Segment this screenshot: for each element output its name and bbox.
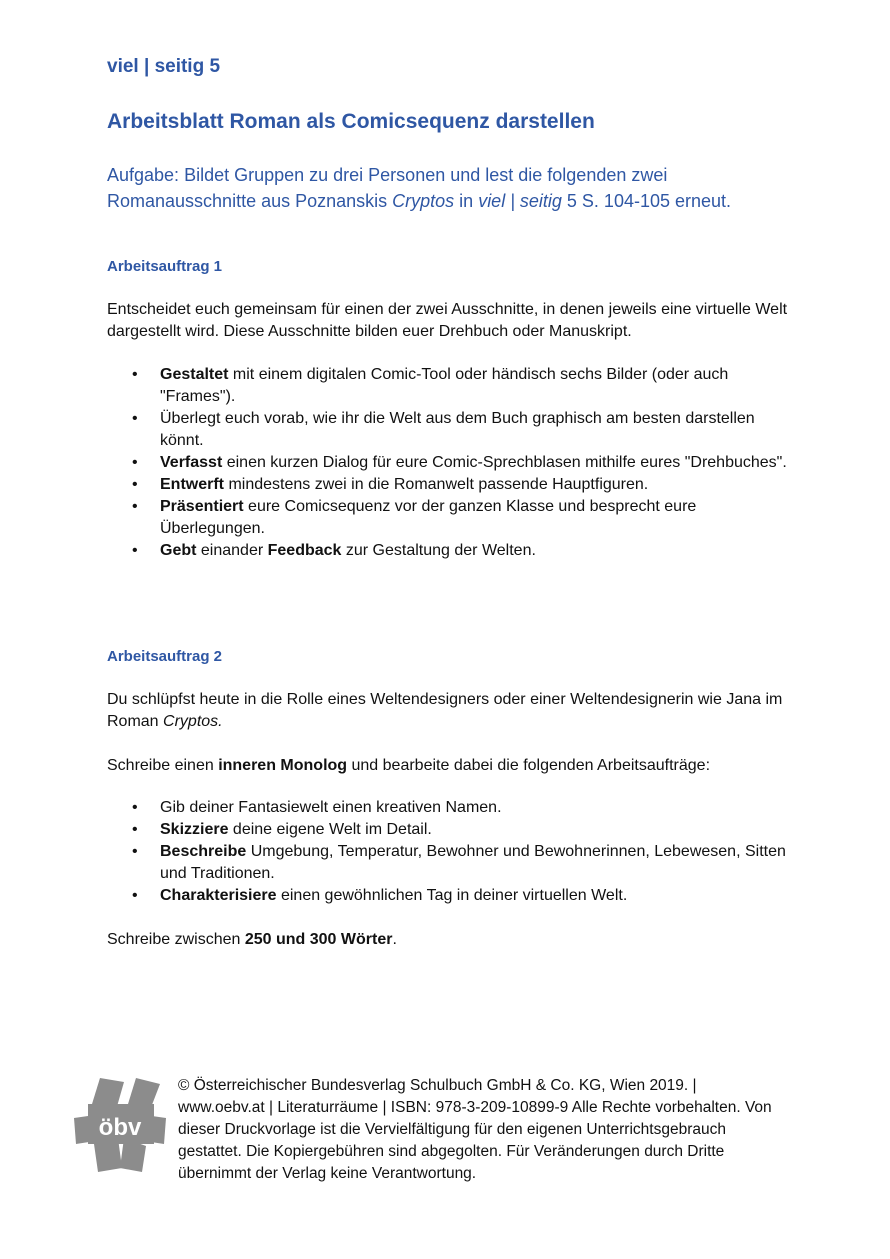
- series-label: viel | seitig 5: [107, 56, 221, 77]
- arbeitsauftrag-1-list: [107, 364, 797, 562]
- list-item: • Skizziere deine eigene Welt im Detail.: [160, 819, 797, 841]
- list-item: • Gib deiner Fantasiewelt einen kreativen Namen.: [160, 797, 797, 819]
- list-item: • Gestaltet mit einem digitalen Comic-Tool oder händisch sechs Bilder (oder auch "Frames").: [160, 364, 797, 408]
- monolog-instruction: Schreibe einen inneren Monolog und bearbeite dabei die folgenden Arbeitsaufträge:: [107, 757, 711, 774]
- list-item: • Entwerft mindestens zwei in die Romanwelt passende Hauptfiguren.: [160, 474, 797, 496]
- list-item: • Verfasst einen kurzen Dialog für eure Comic-Sprechblasen mithilfe eures "Drehbuches".: [160, 452, 797, 474]
- arbeitsauftrag-2-list: [107, 797, 797, 907]
- task-description: Aufgabe: Bildet Gruppen zu drei Personen und lest die folgenden zwei Romanausschnitte aus Poznanskis Cryptos in viel | seitig 5 S. 104-105 erneut.: [107, 165, 732, 211]
- arbeitsauftrag-1-intro: Entscheidet euch gemeinsam für einen der zwei Ausschnitte, in denen jeweils eine virtuelle Welt dargestellt wird. Diese Ausschnitte bilden euer Drehbuch oder Manuskript.: [107, 301, 788, 340]
- oebv-logo: [72, 1074, 168, 1174]
- arbeitsauftrag-1-heading: Arbeitsauftrag 1: [107, 258, 223, 275]
- list-item: • Überlegt euch vorab, wie ihr die Welt aus dem Buch graphisch am besten darstellen könnt.: [160, 408, 797, 452]
- copyright-notice: © Österreichischer Bundesverlag Schulbuch GmbH & Co. KG, Wien 2019. | www.oebv.at | Literaturräume | ISBN: 978-3-209-10899-9 Alle Rechte vorbehalten. Von dieser Druckvorlage ist die Vervielfältigung für den eigenen Unterrichtsgebrauch gestattet. Die Kopiergebühren sind abgegolten. Für Veränderungen durch Dritte übernimmt der Verlag keine Verantwortung.: [178, 1077, 772, 1182]
- logo-text: öbv: [98, 1114, 142, 1141]
- page-title: Arbeitsblatt Roman als Comicsequenz darstellen: [107, 110, 595, 133]
- word-count-instruction: Schreibe zwischen 250 und 300 Wörter.: [107, 931, 397, 948]
- arbeitsauftrag-2-intro: Du schlüpfst heute in die Rolle eines Weltendesigners oder einer Weltendesignerin wie Jana im Roman Cryptos.: [107, 691, 783, 730]
- list-item: • Gebt einander Feedback zur Gestaltung der Welten.: [160, 540, 797, 562]
- list-item: • Präsentiert eure Comicsequenz vor der ganzen Klasse und besprecht eure Überlegungen.: [160, 496, 797, 540]
- arbeitsauftrag-2-heading: Arbeitsauftrag 2: [107, 648, 223, 665]
- list-item: • Beschreibe Umgebung, Temperatur, Bewohner und Bewohnerinnen, Lebewesen, Sitten und Traditionen.: [160, 841, 797, 885]
- list-item: • Charakterisiere einen gewöhnlichen Tag in deiner virtuellen Welt.: [160, 885, 797, 907]
